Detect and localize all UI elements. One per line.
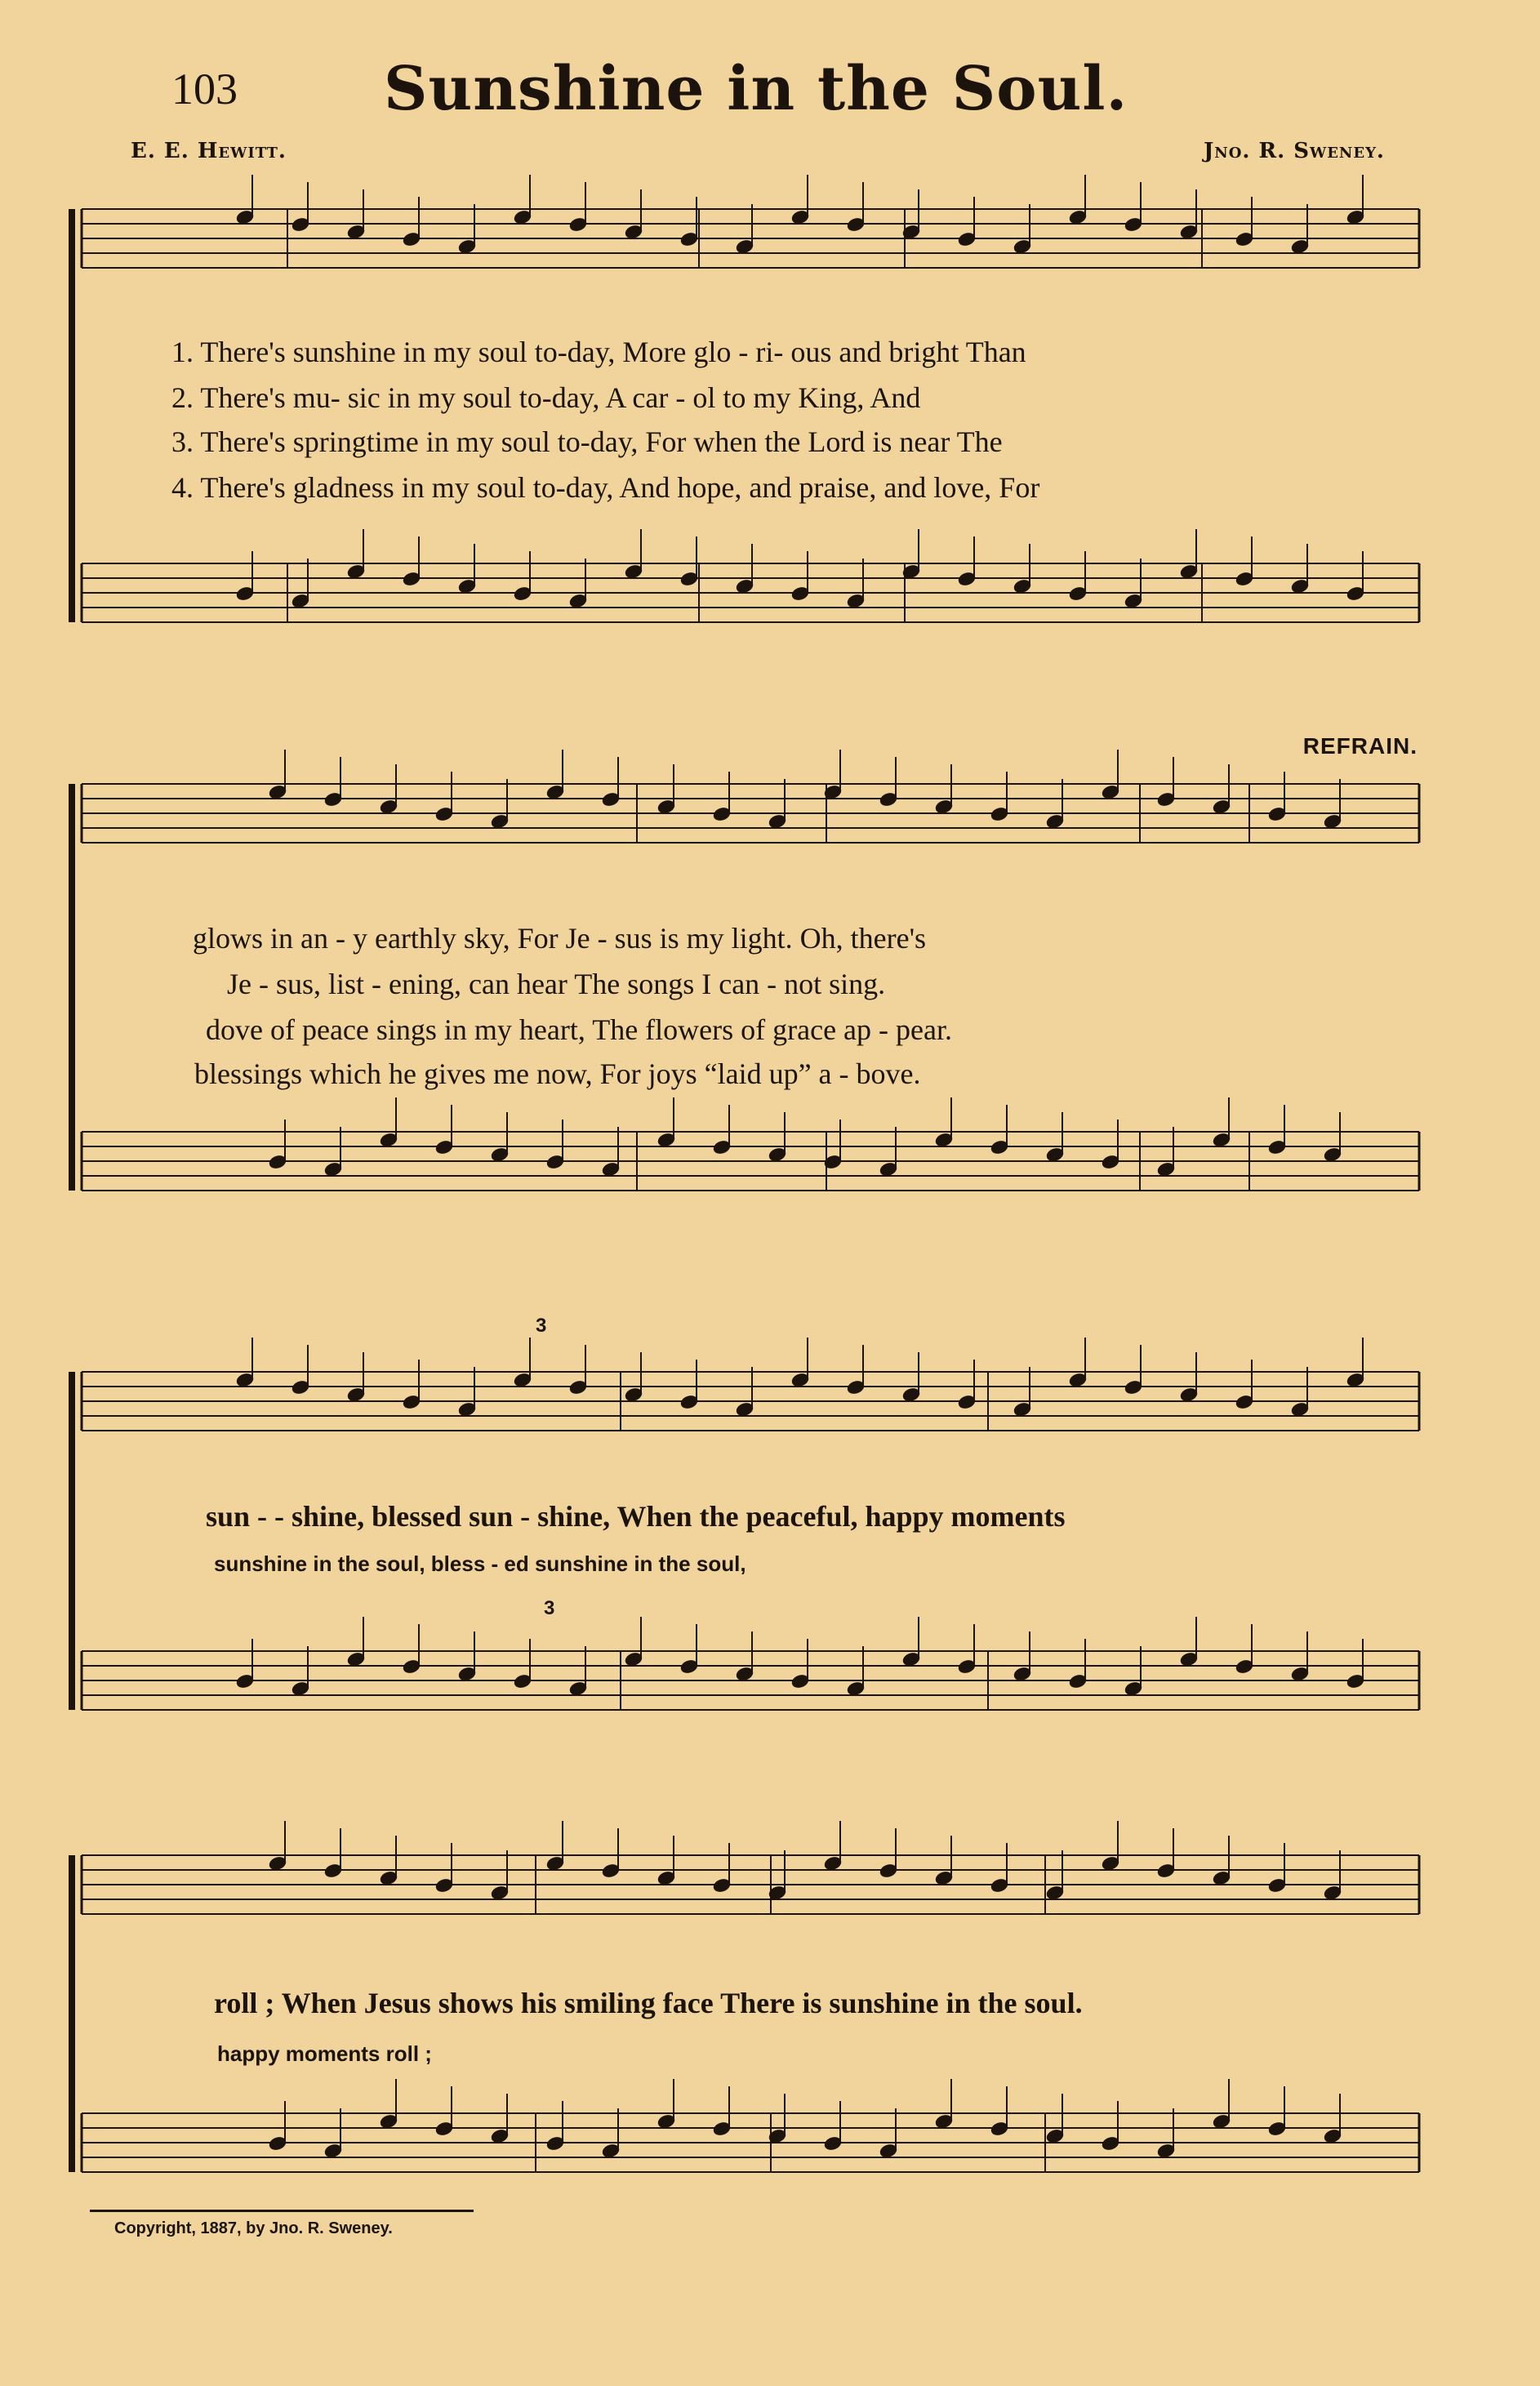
verse-3-line-a: 3. There's springtime in my soul to-day, For when the Lord is near The	[171, 425, 1003, 458]
refrain-line-2-bass: happy moments roll ;	[217, 2041, 432, 2066]
author-credit: E. E. Hewitt.	[131, 139, 287, 163]
verse-2-line-a: 2. There's mu- sic in my soul to-day, A car - ol to my King, And	[171, 381, 921, 414]
refrain-line-2: roll ; When Jesus shows his smiling face There is sunshine in the soul.	[214, 1987, 1083, 2019]
hymn-title: Sunshine in the Soul.	[384, 54, 1128, 124]
triplet-mark: 3	[536, 1315, 547, 1337]
copyright-notice: Copyright, 1887, by Jno. R. Sweney.	[114, 2219, 393, 2237]
verse-2-line-b: Je - sus, list - ening, can hear The songs I can - not sing.	[227, 968, 886, 1000]
refrain-line-1: sun - - shine, blessed sun - shine, When the peaceful, happy moments	[206, 1500, 1066, 1533]
verse-4-line-a: 4. There's gladness in my soul to-day, And hope, and praise, and love, For	[171, 471, 1040, 504]
verse-1-line-b: glows in an - y earthly sky, For Je - sus is my light. Oh, there's	[193, 922, 927, 955]
verse-3-line-b: dove of peace sings in my heart, The flowers of grace ap - pear.	[206, 1013, 952, 1046]
refrain-label: REFRAIN.	[1302, 733, 1418, 759]
composer-credit: Jno. R. Sweney.	[1203, 139, 1385, 163]
hymn-number: 103	[171, 65, 238, 114]
verse-4-line-b: blessings which he gives me now, For joys “laid up” a - bove.	[194, 1057, 921, 1090]
verse-1-line-a: 1. There's sunshine in my soul to-day, More glo - ri- ous and bright Than	[171, 336, 1026, 368]
refrain-line-1-bass: sunshine in the soul, bless - ed sunshine in the soul,	[214, 1551, 746, 1576]
triplet-mark-bass: 3	[544, 1597, 555, 1619]
footer-rule	[90, 2210, 474, 2212]
